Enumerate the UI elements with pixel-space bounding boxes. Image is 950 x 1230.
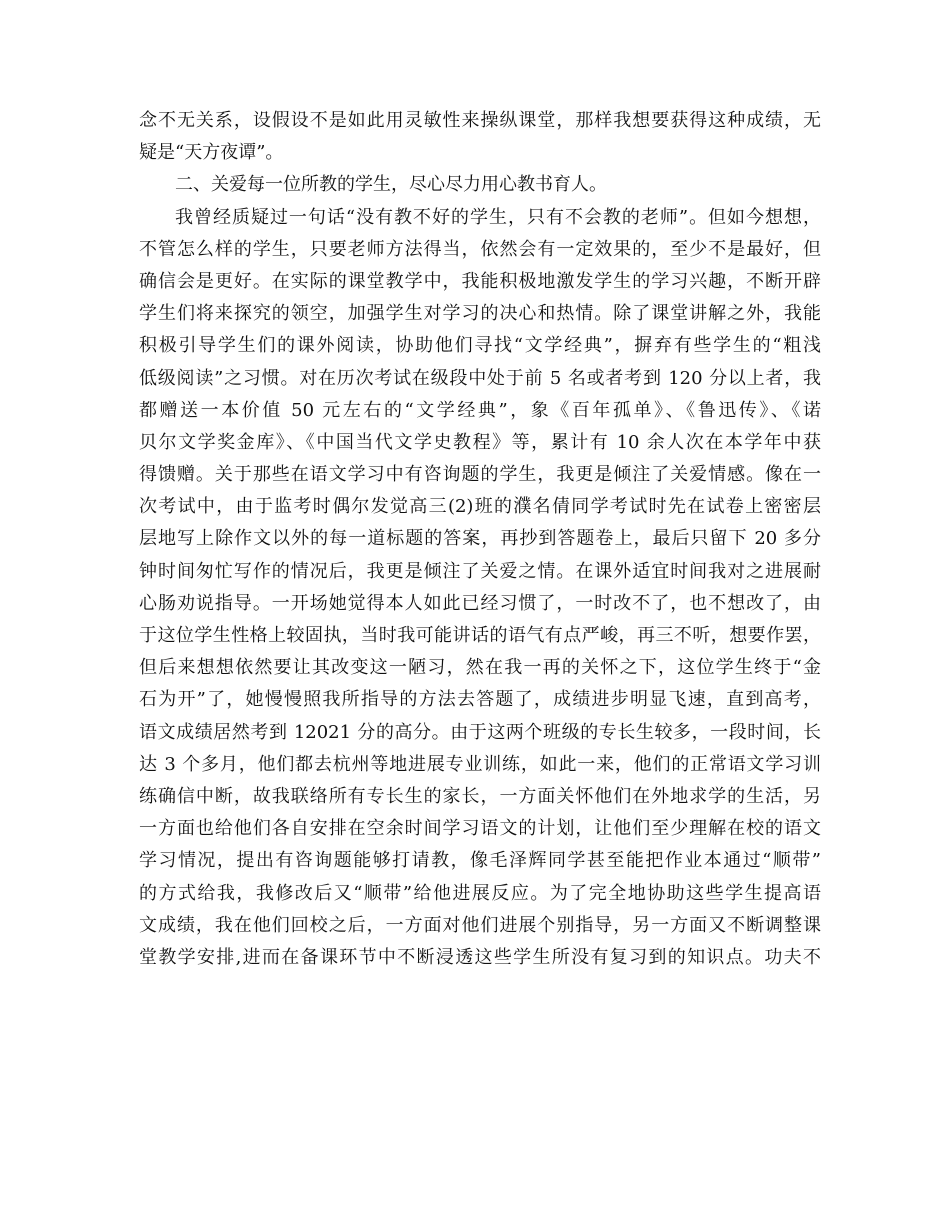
text-line: 二、关爱每一位所教的学生，尽心尽力用心教书育人。: [175, 174, 607, 196]
text-line: 低级阅读”之习惯。对在历次考试在级段中处于前 5 名或者考到 120 分以上者，我: [139, 367, 821, 389]
text-line: 但后来想想依然要让其改变这一陋习，然在我一再的关怀之下，这位学生终于“金: [139, 657, 821, 679]
text-line: 都赠送一本价值 50 元左右的“文学经典”，象《百年孤单》、《鲁迅传》、《诺: [139, 399, 821, 421]
text-line: 学习情况，提出有咨询题能够打请教，像毛泽辉同学甚至能把作业本通过“顺带”: [139, 850, 821, 872]
text-line: 学生们将来探究的领空，加强学生对学习的决心和热情。除了课堂讲解之外，我能: [139, 303, 821, 325]
text-line: 达 3 个多月，他们都去杭州等地进展专业训练，如此一来，他们的正常语文学习训: [139, 753, 821, 775]
text-line: 石为开”了，她慢慢照我所指导的方法去答题了，成绩进步明显飞速，直到高考，: [139, 689, 821, 711]
text-line: 语文成绩居然考到 12021 分的高分。由于这两个班级的专长生较多，一段时间，长: [139, 721, 821, 743]
text-line: 的方式给我，我修改后又“顺带”给他进展反应。为了完全地协助这些学生提高语: [139, 882, 821, 904]
text-line: 心肠劝说指导。一开场她觉得本人如此已经习惯了，一时改不了，也不想改了，由: [139, 592, 821, 614]
text-line: 疑是“天方夜谭”。: [139, 142, 284, 164]
text-line: 贝尔文学奖金库》、《中国当代文学史教程》等，累计有 10 余人次在本学年中获: [139, 431, 821, 453]
text-line: 于这位学生性格上较固执，当时我可能讲话的语气有点严峻，再三不听，想要作罢，: [139, 625, 821, 646]
text-line: 文成绩，我在他们回校之后，一方面对他们进展个别指导，另一方面又不断调整课: [139, 914, 821, 936]
text-line: 一方面也给他们各自安排在空余时间学习语文的计划，让他们至少理解在校的语文: [139, 818, 821, 840]
text-line: 念不无关系，设假设不是如此用灵敏性来操纵课堂，那样我想要获得这种成绩，无: [139, 110, 821, 131]
text-line: 层地写上除作文以外的每一道标题的答案，再抄到答题卷上，最后只留下 20 多分: [139, 528, 821, 550]
text-line: 我曾经质疑过一句话“没有教不好的学生，只有不会教的老师”。但如今想想，: [175, 206, 821, 228]
text-line: 练确信中断，故我联络所有专长生的家长，一方面关怀他们在外地求学的生活，另: [139, 785, 821, 807]
text-line: 次考试中，由于监考时偶尔发觉高三(2)班的濮名倩同学考试时先在试卷上密密层: [139, 496, 821, 518]
text-line: 不管怎么样的学生，只要老师方法得当，依然会有一定效果的，至少不是最好，但: [139, 238, 821, 260]
text-line: 钟时间匆忙写作的情况后，我更是倾注了关爱之情。在课外适宜时间我对之进展耐: [139, 560, 821, 582]
text-line: 积极引导学生们的课外阅读，协助他们寻找“文学经典”，摒弃有些学生的“粗浅: [139, 335, 821, 357]
document-body: [139, 105, 821, 974]
text-line: 堂教学安排,进而在备课环节中不断浸透这些学生所没有复习到的知识点。功夫不: [139, 946, 821, 968]
text-line: 得馈赠。关于那些在语文学习中有咨询题的学生，我更是倾注了关爱情感。像在一: [139, 464, 821, 486]
text-line: 确信会是更好。在实际的课堂教学中，我能积极地激发学生的学习兴趣，不断开辟: [139, 270, 821, 292]
